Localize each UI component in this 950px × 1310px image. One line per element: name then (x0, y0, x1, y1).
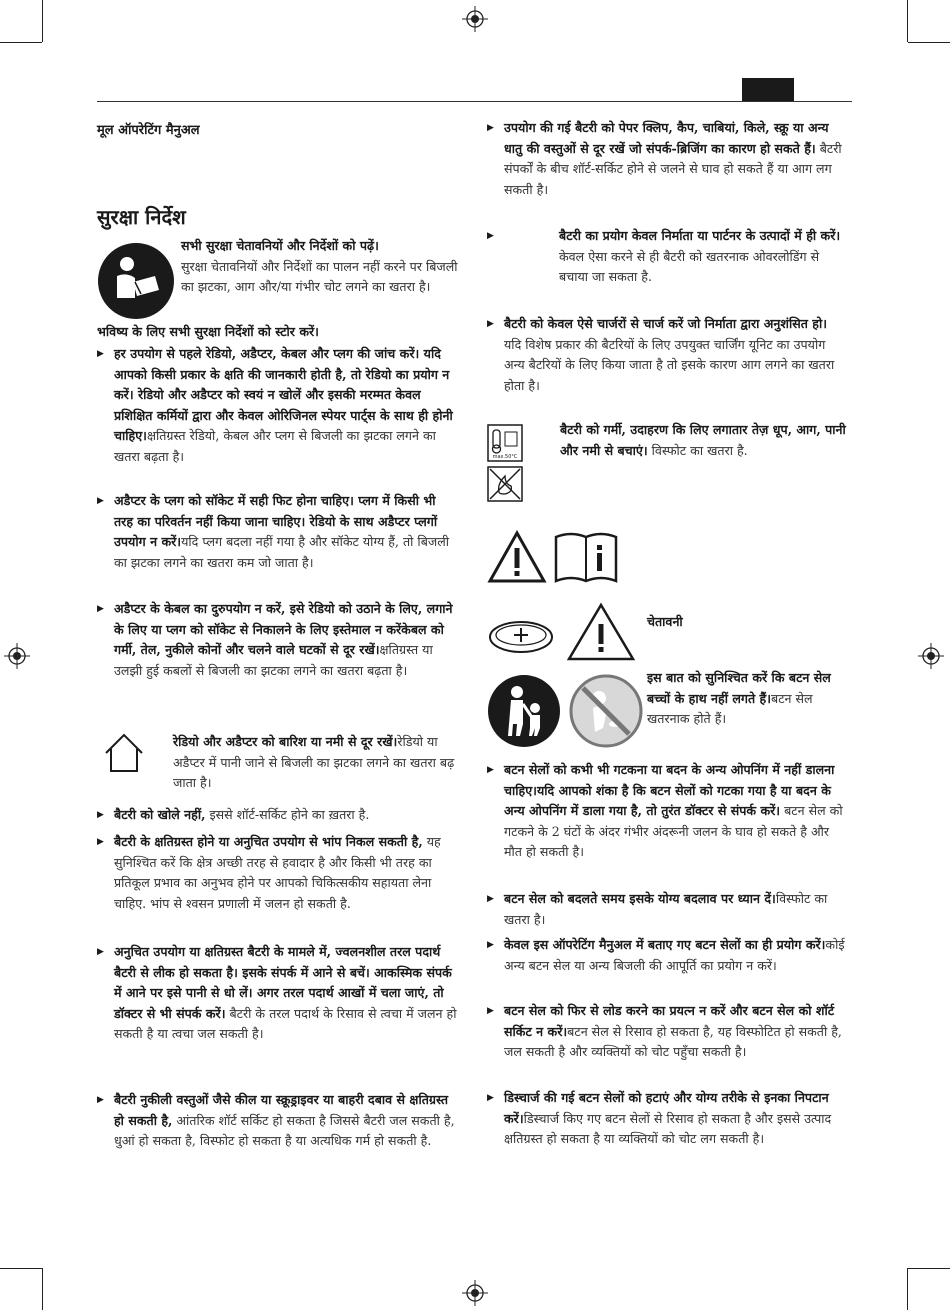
info-manual-icon (553, 531, 619, 583)
manual-title: मूल ऑपरेटिंग मैनुअल (97, 123, 200, 138)
crop-mark (907, 1268, 908, 1310)
child-safety-warning: इस बात को सुनिश्चित करें कि बटन सेल बच्चों के हाथ नहीं लगते हैं।बटन सेल खतरनाक होते हैं। (647, 670, 831, 727)
crop-mark (908, 1268, 950, 1269)
list-item: ▶ उपयोग की गई बैटरी को पेपर क्लिप, कैप, चाबियां, किले, स्क्रू या अन्य धातु की वस्तुओं से दूर रखें जो संपर्क-ब्रिजिंग का कारण हो सकते हैं। बैटरी संपर्कों के बीच शॉर्ट-सर्किट होने से जलने से घाव हो सकते हैं या आग लग सकती है। (487, 118, 847, 200)
button-cell-icon (488, 620, 554, 654)
list-item: ▶ डिस्चार्ज की गई बटन सेलों को हटाएं और योग्य तरीके से इनका निपटान करें।डिस्चार्ज किए गए बटन सेलों से रिसाव हो सकता है और इससे उत्पाद क्षतिग्रस्त हो सकता है या व्यक्तियों को चोट लग सकती है। (487, 1088, 847, 1150)
max-temp-label: max.50°C (492, 454, 518, 460)
keep-away-from-children-icon (487, 674, 561, 748)
list-item: ▶ केवल इस ऑपरेटिंग मैनुअल में बताए गए बटन सेलों का ही प्रयोग करें।कोई अन्य बटन सेल या अन्य बिजली की आपूर्ति का प्रयोग न करें। (487, 935, 847, 976)
heat-warning: बैटरी को गर्मी, उदाहरण कि लिए लगातार तेज़ धूप, आग, पानी और नमी से बचाएं। विस्फोट का खतरा है. (560, 422, 846, 458)
max-temperature-icon (487, 424, 523, 462)
store-instruction: भविष्य के लिए सभी सुरक्षा निर्देशों को स्टोर करें। (97, 324, 319, 339)
registration-mark-icon (4, 643, 30, 669)
warning-label: चेतावनी (647, 614, 683, 629)
warning-triangle-icon (566, 602, 636, 662)
crop-mark (42, 1268, 43, 1310)
registration-mark-icon (918, 643, 944, 669)
indoor-use-house-icon (102, 731, 146, 775)
list-item: ▶ अडैप्टर के केबल का दुरुपयोग न करें, इसे रेडियो को उठाने के लिए, लगाने के लिए या प्लग को सॉकेट से निकालने के लिए इस्तेमाल न करेंकेबल को गर्मी, तेल, नुकीले कोनों और चलने वाले घटकों से दूर रखें।क्षतिग्रस्त या उलझी हुई कबलों से बिजली का झटका लगने का खतरा बढ़ता है। (97, 599, 457, 681)
intro-bold: सभी सुरक्षा चेतावनियों और निर्देशों को पढ़ें। (181, 238, 379, 253)
list-item: ▶ बैटरी नुकीली वस्तुओं जैसे कील या स्क्रूड्राइवर या बाहरी दबाव से क्षतिग्रस्त हो सकती है, आंतरिक शॉर्ट सर्किट हो सकता है जिससे बैटरी जल सकती है, धुआं हो सकता है, विस्फोट हो सकता है या अत्यधिक गर्म हो सकती है. (97, 1090, 457, 1152)
read-manual-icon (97, 242, 175, 320)
section-title: सुरक्षा निर्देश (97, 205, 186, 229)
crop-mark (0, 42, 42, 43)
list-item: ▶ बैटरी का प्रयोग केवल निर्माता या पार्टनर के उत्पादों में ही करें। केवल ऐसा करने से ही बैटरी को खतरनाक ओवरलोडिंग से बचाया जा सकता है. (487, 226, 847, 288)
list-item: ▶ बटन सेल को फिर से लोड करने का प्रयत्न न करें और बटन सेल को शॉर्ट सर्किट न करें।बटन सेल से रिसाव हो सकता है, यह विस्फोटित हो सकती है, जल सकती है और व्यक्तियों को चोट पहुँचा सकती है। (487, 1001, 847, 1063)
header-tab (742, 78, 794, 101)
list-item: ▶ अनुचित उपयोग या क्षतिग्रस्त बैटरी के मामले में, ज्वलनशील तरल पदार्थ बैटरी से लीक हो सकता है। इसके संपर्क में आने से बचें। आकस्मिक संपर्क में आने पर इसे पानी से धो लें। अगर तरल पदार्थ आखों में चला जाएं, तो डॉक्टर से भी संपर्क करें। बैटरी के तरल पदार्थ के रिसाव से त्वचा में जलन हो सकती है या त्वचा जल सकती है। (97, 942, 457, 1045)
crop-mark (0, 1268, 42, 1269)
crop-mark (907, 0, 908, 42)
list-item: ▶ बटन सेल को बदलते समय इसके योग्य बदलाव पर ध्यान दें।विस्फोट का खतरा है। (487, 889, 847, 930)
no-fire-icon (487, 466, 523, 502)
warning-triangle-icon (487, 530, 547, 584)
no-swallowing-icon (569, 674, 643, 748)
indoor-use-instruction: रेडियो और अडैप्टर को बारिश या नमी से दूर रखें।रेडियो या अडैप्टर में पानी जाने से बिजली का झटका लगने का खतरा बढ़ जाता है। (173, 734, 455, 791)
list-item: ▶ बटन सेलों को कभी भी गटकना या बदन के अन्य ओपनिंग में नहीं डालना चाहिए।यदि आपको शंका है कि बटन सेलों को गटका गया है या बदन के अन्य ओपनिंग में डाला गया है, तो तुरंत डॉक्टर से संपर्क करें। बटन सेल को गटकने के 2 घंटों के अंदर गंभीर अंदरूनी जलन के घाव हो सकते है और मौत हो सकती है। (487, 760, 847, 863)
intro-text: सुरक्षा चेतावनियों और निर्देशों का पालन नहीं करने पर बिजली का झटका, आग और/या गंभीर चोट लगने का खतरा है। (181, 258, 458, 295)
list-item: ▶ बैटरी के क्षतिग्रस्त होने या अनुचित उपयोग से भांप निकल सकती है, यह सुनिश्चित करें कि क्षेत्र अच्छी तरह से हवादार है और किसी भी तरह का प्रतिकूल प्रभाव का अनुभव होने पर आपको चिकित्सकीय सहायता लेना चाहिए. भांप से श्वसन प्रणाली में जलन हो सकती है. (97, 832, 457, 914)
registration-mark-icon (462, 6, 488, 32)
list-item: ▶ बैटरी को खोले नहीं, इससे शॉर्ट-सर्किट होने का ख़तरा है. (97, 805, 457, 826)
list-item: ▶ बैटरी को केवल ऐसे चार्जरों से चार्ज करें जो निर्माता द्वारा अनुशंसित हो। यदि विशेष प्रकार की बैटरियों के लिए उपयुक्त चार्जिंग यूनिट का उपयोग अन्य बैटरियों के लिए किया जाता है तो इसके कारण आग लगने का खतरा होता है। (487, 314, 847, 396)
list-item: ▶ अडैप्टर के प्लग को सॉकेट में सही फिट होना चाहिए। प्लग में किसी भी तरह का परिवर्तन नहीं किया जाना चाहिए। रेडियो के साथ अडैप्टर प्लगों उपयोग न करें।यदि प्लग बदला नहीं गया है और सॉकेट योग्य हैं, तो बिजली का झटका लगने का खतरा कम जो जाता है। (97, 491, 457, 573)
crop-mark (908, 42, 950, 43)
registration-mark-icon (462, 1280, 488, 1306)
list-item: ▶ हर उपयोग से पहले रेडियो, अडैप्टर, केबल और प्लग की जांच करें। यदि आपको किसी प्रकार के क्षति की जानकारी होती है, तो रेडियो का प्रयोग न करें। रेडियो और अडैप्टर को स्वयं न खोलें और इसकी मरम्मत केवल प्रशिक्षित कर्मियों द्वारा और केवल ओरिजिनल स्पेयर पार्ट्स के साथ ही होनी चाहिए।क्षतिग्रस्त रेडियो, केबल और प्लग से बिजली का झटका लगने का खतरा बढ़ता है। (97, 344, 457, 468)
crop-mark (42, 0, 43, 42)
header-rule (97, 101, 852, 102)
